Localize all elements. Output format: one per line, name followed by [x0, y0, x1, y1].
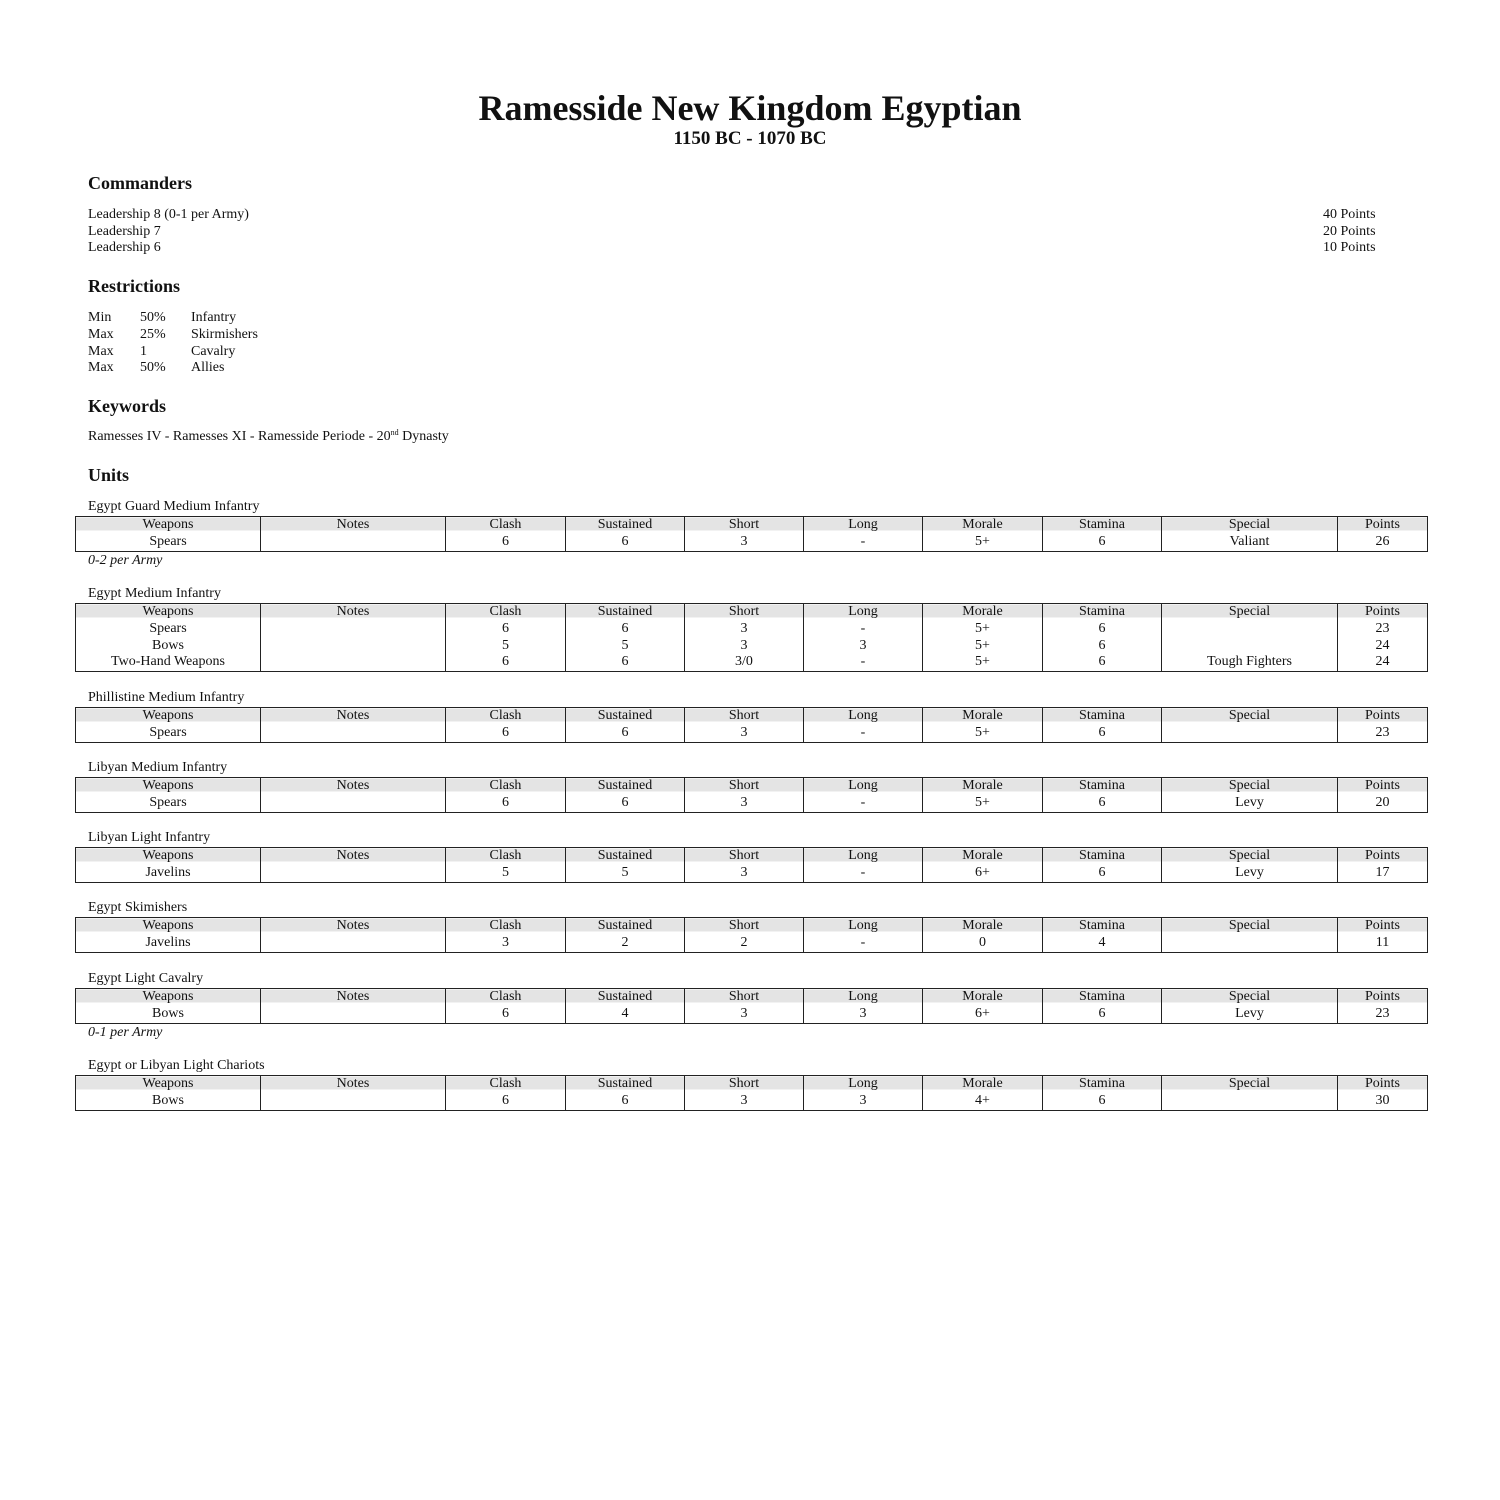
column-header-notes: Notes [261, 848, 446, 865]
cell-weapons: Bows [76, 1093, 261, 1110]
cell-sustained: 2 [566, 935, 685, 952]
column-header-points: Points [1338, 778, 1428, 795]
page-subtitle-date-range: 1150 BC - 1070 BC [673, 128, 827, 149]
cell-points: 26 [1338, 534, 1428, 551]
cell-points: 20 [1338, 795, 1428, 812]
column-header-clash: Clash [446, 918, 566, 935]
cell-clash: 3 [446, 935, 566, 952]
restriction-type: Max [88, 343, 114, 359]
column-header-clash: Clash [446, 708, 566, 725]
column-header-short: Short [685, 1076, 804, 1093]
column-header-sustained: Sustained [566, 918, 685, 935]
column-header-notes: Notes [261, 604, 446, 621]
table-row [76, 725, 1428, 742]
ordinal-suffix: nd [390, 428, 399, 437]
column-header-morale: Morale [923, 604, 1043, 621]
restriction-row [88, 327, 258, 344]
unit-name: Libyan Medium Infantry [88, 760, 228, 775]
column-header-sustained: Sustained [566, 517, 685, 534]
column-header-special: Special [1162, 918, 1338, 935]
cell-sustained: 6 [566, 1093, 685, 1110]
commander-points: 20 Points [1323, 223, 1376, 239]
unit-stats-table [75, 777, 1428, 813]
cell-notes [261, 865, 446, 882]
cell-short: 3 [685, 1006, 804, 1023]
column-header-short: Short [685, 708, 804, 725]
cell-special [1162, 935, 1338, 952]
cell-long: - [804, 935, 923, 952]
column-header-morale: Morale [923, 517, 1043, 534]
cell-stamina: 6 [1043, 1093, 1162, 1110]
column-header-sustained: Sustained [566, 708, 685, 725]
cell-stamina: 6 [1043, 638, 1162, 655]
cell-special: Levy [1162, 865, 1338, 882]
column-header-morale: Morale [923, 848, 1043, 865]
table-row [76, 1093, 1428, 1110]
column-header-long: Long [804, 989, 923, 1006]
cell-sustained: 5 [566, 865, 685, 882]
restriction-category: Cavalry [191, 343, 236, 359]
column-header-long: Long [804, 1076, 923, 1093]
column-header-morale: Morale [923, 708, 1043, 725]
column-header-short: Short [685, 848, 804, 865]
cell-stamina: 6 [1043, 865, 1162, 882]
cell-sustained: 6 [566, 795, 685, 812]
column-header-notes: Notes [261, 1076, 446, 1093]
column-header-stamina: Stamina [1043, 604, 1162, 621]
unit-block [75, 971, 1427, 1040]
table-row [76, 654, 1428, 671]
cell-long: - [804, 534, 923, 551]
cell-clash: 5 [446, 865, 566, 882]
table-header-row [76, 708, 1428, 725]
column-header-short: Short [685, 778, 804, 795]
column-header-special: Special [1162, 517, 1338, 534]
cell-short: 3 [685, 1093, 804, 1110]
unit-name: Egypt Medium Infantry [88, 586, 221, 601]
unit-name: Libyan Light Infantry [88, 830, 211, 845]
unit-name: Egypt Light Cavalry [88, 971, 204, 986]
cell-clash: 6 [446, 795, 566, 812]
unit-stats-table [75, 516, 1428, 552]
cell-long: 3 [804, 1093, 923, 1110]
column-header-clash: Clash [446, 778, 566, 795]
cell-points: 23 [1338, 621, 1428, 638]
cell-points: 17 [1338, 865, 1428, 882]
table-row [76, 1006, 1428, 1023]
column-header-sustained: Sustained [566, 989, 685, 1006]
column-header-clash: Clash [446, 1076, 566, 1093]
column-header-stamina: Stamina [1043, 918, 1162, 935]
units-heading: Units [88, 465, 130, 485]
column-header-special: Special [1162, 778, 1338, 795]
unit-stats-table [75, 707, 1428, 743]
cell-points: 24 [1338, 654, 1428, 671]
cell-weapons: Two-Hand Weapons [76, 654, 261, 671]
cell-special: Valiant [1162, 534, 1338, 551]
cell-morale: 0 [923, 935, 1043, 952]
table-header-row [76, 517, 1428, 534]
cell-weapons: Javelins [76, 865, 261, 882]
table-row [76, 795, 1428, 812]
page-title: Ramesside New Kingdom Egyptian [478, 88, 1022, 128]
cell-long: - [804, 621, 923, 638]
cell-long: - [804, 654, 923, 671]
unit-block [75, 586, 1427, 672]
cell-stamina: 6 [1043, 621, 1162, 638]
column-header-morale: Morale [923, 918, 1043, 935]
cell-short: 3 [685, 534, 804, 551]
unit-note: 0-1 per Army [88, 1025, 163, 1040]
cell-stamina: 6 [1043, 534, 1162, 551]
cell-points: 30 [1338, 1093, 1428, 1110]
commander-label: Leadership 6 [88, 240, 161, 255]
cell-morale: 5+ [923, 534, 1043, 551]
column-header-weapons: Weapons [76, 778, 261, 795]
cell-notes [261, 1006, 446, 1023]
column-header-special: Special [1162, 848, 1338, 865]
commanders-list [88, 207, 249, 257]
unit-name: Egypt Skimishers [88, 900, 188, 915]
cell-long: 3 [804, 638, 923, 655]
cell-stamina: 6 [1043, 795, 1162, 812]
cell-special [1162, 638, 1338, 655]
cell-stamina: 6 [1043, 654, 1162, 671]
column-header-special: Special [1162, 604, 1338, 621]
cell-short: 3/0 [685, 654, 804, 671]
column-header-long: Long [804, 848, 923, 865]
column-header-short: Short [685, 989, 804, 1006]
restriction-category: Allies [191, 360, 225, 376]
column-header-weapons: Weapons [76, 517, 261, 534]
cell-short: 3 [685, 638, 804, 655]
restriction-type: Max [88, 360, 114, 376]
column-header-clash: Clash [446, 848, 566, 865]
cell-points: 24 [1338, 638, 1428, 655]
column-header-long: Long [804, 604, 923, 621]
column-header-stamina: Stamina [1043, 517, 1162, 534]
cell-notes [261, 621, 446, 638]
column-header-long: Long [804, 708, 923, 725]
restrictions-table [88, 310, 258, 377]
cell-points: 23 [1338, 1006, 1428, 1023]
cell-notes [261, 795, 446, 812]
commander-points: 10 Points [1323, 240, 1376, 255]
commander-label: Leadership 7 [88, 223, 161, 239]
column-header-stamina: Stamina [1043, 989, 1162, 1006]
column-header-notes: Notes [261, 517, 446, 534]
cell-stamina: 4 [1043, 935, 1162, 952]
cell-sustained: 4 [566, 1006, 685, 1023]
cell-clash: 6 [446, 1093, 566, 1110]
cell-weapons: Spears [76, 534, 261, 551]
cell-stamina: 6 [1043, 725, 1162, 742]
cell-weapons: Bows [76, 1006, 261, 1023]
cell-clash: 6 [446, 534, 566, 551]
restriction-row [88, 360, 258, 377]
unit-block [75, 499, 1427, 568]
unit-stats-table [75, 603, 1428, 672]
cell-clash: 6 [446, 654, 566, 671]
column-header-morale: Morale [923, 778, 1043, 795]
table-row [76, 638, 1428, 655]
cell-notes [261, 534, 446, 551]
unit-name: Egypt Guard Medium Infantry [88, 499, 260, 514]
cell-long: 3 [804, 1006, 923, 1023]
cell-short: 2 [685, 935, 804, 952]
cell-special [1162, 725, 1338, 742]
cell-morale: 4+ [923, 1093, 1043, 1110]
unit-block [75, 690, 1427, 743]
column-header-special: Special [1162, 989, 1338, 1006]
commander-points: 40 Points [1323, 207, 1376, 222]
cell-notes [261, 654, 446, 671]
column-header-points: Points [1338, 604, 1428, 621]
column-header-stamina: Stamina [1043, 778, 1162, 795]
cell-notes [261, 725, 446, 742]
restriction-row [88, 310, 258, 327]
cell-long: - [804, 795, 923, 812]
column-header-weapons: Weapons [76, 848, 261, 865]
column-header-clash: Clash [446, 604, 566, 621]
table-row [76, 534, 1428, 551]
cell-morale: 6+ [923, 865, 1043, 882]
unit-name: Phillistine Medium Infantry [88, 690, 245, 705]
commanders-heading: Commanders [88, 173, 192, 193]
keywords-text-main: Ramesses IV - Ramesses XI - Ramesside Periode - 20 [88, 429, 391, 444]
cell-clash: 5 [446, 638, 566, 655]
restriction-value: 50% [140, 310, 166, 325]
cell-morale: 5+ [923, 638, 1043, 655]
cell-short: 3 [685, 795, 804, 812]
column-header-weapons: Weapons [76, 604, 261, 621]
column-header-notes: Notes [261, 778, 446, 795]
cell-morale: 5+ [923, 725, 1043, 742]
cell-sustained: 6 [566, 654, 685, 671]
column-header-clash: Clash [446, 989, 566, 1006]
cell-clash: 6 [446, 725, 566, 742]
unit-block [75, 900, 1427, 953]
column-header-short: Short [685, 517, 804, 534]
column-header-stamina: Stamina [1043, 708, 1162, 725]
restriction-type: Max [88, 326, 114, 342]
column-header-long: Long [804, 918, 923, 935]
unit-name: Egypt or Libyan Light Chariots [88, 1058, 265, 1073]
unit-stats-table [75, 917, 1428, 953]
cell-stamina: 6 [1043, 1006, 1162, 1023]
cell-special [1162, 621, 1338, 638]
column-header-special: Special [1162, 1076, 1338, 1093]
cell-short: 3 [685, 865, 804, 882]
cell-morale: 5+ [923, 654, 1043, 671]
cell-notes [261, 935, 446, 952]
cell-weapons: Spears [76, 621, 261, 638]
column-header-points: Points [1338, 708, 1428, 725]
column-header-sustained: Sustained [566, 1076, 685, 1093]
cell-sustained: 6 [566, 534, 685, 551]
table-row [76, 935, 1428, 952]
cell-notes [261, 1093, 446, 1110]
column-header-sustained: Sustained [566, 848, 685, 865]
column-header-weapons: Weapons [76, 708, 261, 725]
column-header-long: Long [804, 778, 923, 795]
column-header-notes: Notes [261, 918, 446, 935]
column-header-sustained: Sustained [566, 604, 685, 621]
column-header-weapons: Weapons [76, 1076, 261, 1093]
column-header-points: Points [1338, 989, 1428, 1006]
cell-notes [261, 638, 446, 655]
cell-long: - [804, 725, 923, 742]
cell-special: Levy [1162, 1006, 1338, 1023]
cell-special: Tough Fighters [1162, 654, 1338, 671]
unit-block [75, 1058, 1427, 1111]
column-header-weapons: Weapons [76, 918, 261, 935]
restriction-row [88, 344, 258, 361]
column-header-short: Short [685, 604, 804, 621]
column-header-points: Points [1338, 517, 1428, 534]
restriction-type: Min [88, 310, 112, 325]
unit-stats-table [75, 988, 1428, 1024]
column-header-weapons: Weapons [76, 989, 261, 1006]
column-header-long: Long [804, 517, 923, 534]
table-header-row [76, 1076, 1428, 1093]
cell-short: 3 [685, 725, 804, 742]
cell-clash: 6 [446, 1006, 566, 1023]
column-header-points: Points [1338, 918, 1428, 935]
restriction-category: Skirmishers [191, 326, 258, 342]
cell-sustained: 6 [566, 725, 685, 742]
unit-block [75, 830, 1427, 883]
table-header-row [76, 918, 1428, 935]
table-header-row [76, 848, 1428, 865]
cell-short: 3 [685, 621, 804, 638]
column-header-stamina: Stamina [1043, 1076, 1162, 1093]
keywords-heading: Keywords [88, 396, 166, 416]
column-header-sustained: Sustained [566, 778, 685, 795]
cell-weapons: Bows [76, 638, 261, 655]
table-header-row [76, 778, 1428, 795]
column-header-special: Special [1162, 708, 1338, 725]
restriction-value: 50% [140, 360, 166, 376]
column-header-clash: Clash [446, 517, 566, 534]
cell-weapons: Spears [76, 725, 261, 742]
cell-clash: 6 [446, 621, 566, 638]
table-header-row [76, 989, 1428, 1006]
cell-morale: 5+ [923, 621, 1043, 638]
column-header-notes: Notes [261, 708, 446, 725]
restriction-category: Infantry [191, 310, 237, 325]
column-header-short: Short [685, 918, 804, 935]
cell-weapons: Javelins [76, 935, 261, 952]
unit-stats-table [75, 847, 1428, 883]
cell-points: 23 [1338, 725, 1428, 742]
restriction-value: 1 [140, 343, 147, 359]
cell-long: - [804, 865, 923, 882]
column-header-stamina: Stamina [1043, 848, 1162, 865]
cell-sustained: 6 [566, 621, 685, 638]
cell-morale: 5+ [923, 795, 1043, 812]
table-row [76, 621, 1428, 638]
keywords-text-end: Dynasty [398, 429, 449, 444]
cell-sustained: 5 [566, 638, 685, 655]
column-header-notes: Notes [261, 989, 446, 1006]
keywords-text [88, 429, 449, 445]
commanders-points-list [1323, 207, 1376, 257]
cell-points: 11 [1338, 935, 1428, 952]
column-header-morale: Morale [923, 1076, 1043, 1093]
unit-stats-table [75, 1075, 1428, 1111]
table-header-row [76, 604, 1428, 621]
unit-block [75, 760, 1427, 813]
column-header-points: Points [1338, 1076, 1428, 1093]
column-header-points: Points [1338, 848, 1428, 865]
column-header-morale: Morale [923, 989, 1043, 1006]
restriction-value: 25% [140, 326, 166, 342]
cell-special [1162, 1093, 1338, 1110]
commander-label: Leadership 8 (0-1 per Army) [88, 207, 249, 222]
cell-special: Levy [1162, 795, 1338, 812]
unit-note: 0-2 per Army [88, 553, 163, 568]
table-row [76, 865, 1428, 882]
cell-weapons: Spears [76, 795, 261, 812]
cell-morale: 6+ [923, 1006, 1043, 1023]
restrictions-heading: Restrictions [88, 276, 180, 296]
